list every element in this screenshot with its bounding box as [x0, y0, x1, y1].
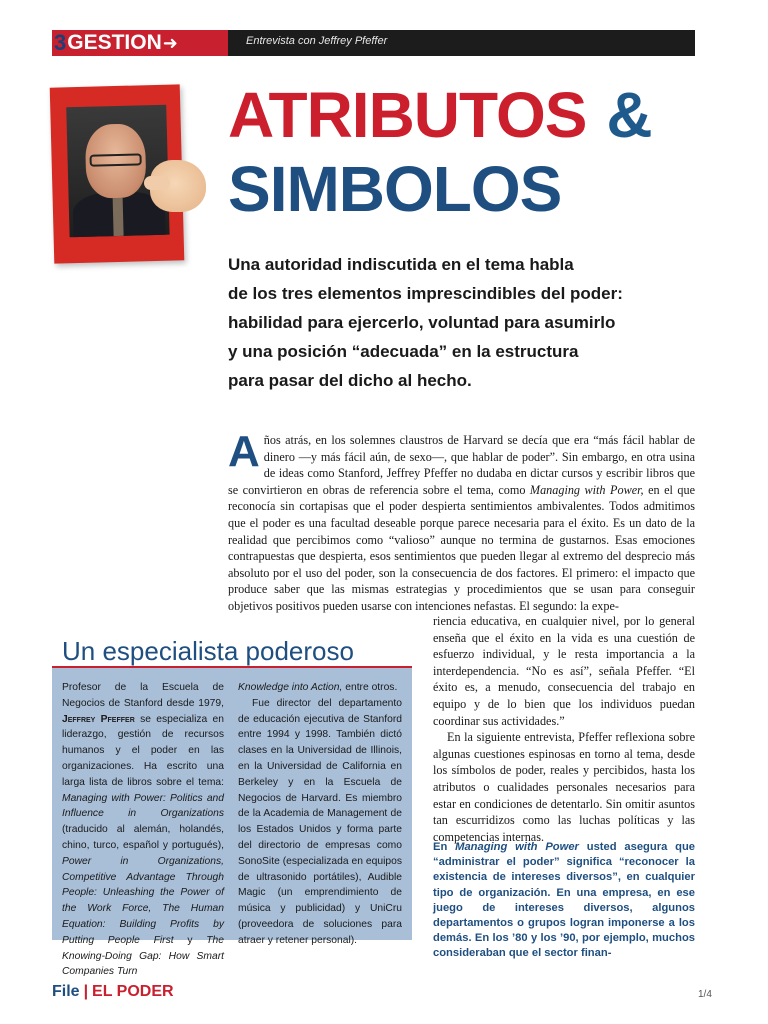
article-paragraph: ños atrás, en los solemnes claustros de Harvard se decía que era “más fácil hablar de dinero —y más fácil aún, de sexo—, que hablar de poder”. Sin embargo, en otra usina de ideas como Stanford, Jeffrey Pfeffer no dudaba en dictar cursos y escribir libros que se convirtieron en obras de referencia sobre el tema, como Managing with Power, en el que reconocía sin cortapisas que el poder despierta sentimientos ambivalentes. Todos admitimos que el poder es una facultad deseable porque parece necesaria para el éxito. Es un dato de la realidad que percibimos como “valioso” aunque no termina de gustarnos. Esas emociones contrapuestas que despierta, esos sentimientos que pueden llegar al extremo del desprecio más absoluto por el uso del poder, son la consecuencia de dos factores. El primero: el impacto que produce saber que las mismas estrategias y procedimientos que se usan para conseguir objetivos positivos pueden usarse con intenciones nefastas. El segundo: la expe- [228, 433, 695, 613]
drop-cap: A [228, 427, 260, 476]
lead-line: habilidad para ejercerlo, voluntad para asumirlo [228, 313, 616, 332]
portrait-glasses [89, 153, 141, 166]
title-word1: ATRIBUTOS [228, 79, 587, 151]
author-name: Jeffrey Pfeffer [62, 713, 135, 725]
interview-question: En Managing with Power usted asegura que “administrar el poder” significa “reconocer la existencia de intereses diversos”, en cualquier tipo de organización. En una empresa, en ese juego de intereses diversos, algunos departamentos o grupos logran imponerse a los demás. En los ’80 y los ’90, por ejemplo, muchos consideraban que el sector finan- [433, 841, 696, 960]
footer-file-label: File [52, 983, 80, 1000]
sidebar-column-2: Knowledge into Action, entre otros. Fue director del departamento de educación ejecutiva de Stanford entre 1994 y 1998. También dictó clases en la Universidad de Illinois, en la Universidad de California en Berkeley y en la Escuela de Negocios de Harvard. Es miembro de la Academia de Management de los Estados Unidos y forma parte del directorio de empresas como SonoSite (especializada en equipos de ultrasonido portátiles), Audible Magic (un emprendimiento de música y publicidad) y UniCru (proveedora de soluciones para atraer y retener personal). [238, 680, 402, 949]
lead-line: para pasar del dicho al hecho. [228, 371, 472, 390]
book-title: Managing with Power: Politics and Influence in Organizations [62, 792, 224, 820]
sidebar-column-1: Profesor de la Escuela de Negocios de Stanford desde 1979, Jeffrey Pfeffer se especializa en liderazgo, gestión de recursos humanos y el poder en las organizaciones. Ha escrito una larga lista de libros sobre el tema: Managing with Power: Politics and Influence in Organizations (traducido al alemán, holandés, chino, turco, español y portugués), Power in Organizations, Competitive Advantage Through People: Unleashing the Power of the Work Force, The Human Equation: Building Profits by Putting People First y The Knowing-Doing Gap: How Smart Companies Turn [62, 682, 225, 978]
book-title: The Knowing-Doing Gap: How Smart Companies Turn [62, 934, 225, 978]
article-paragraph: En la siguiente entrevista, Pfeffer reflexiona sobre algunas cuestiones espinosas en torno al tema, desde los símbolos de poder, reales y percibidos, hasta los atributos o cualidades personales necesarios para estar en condiciones de detentarlo. Sin omitir asuntos tan escurridizos como las luchas políticas y las competencias internas. [433, 730, 695, 844]
section-tag [52, 30, 228, 56]
article-body-continued [433, 613, 695, 845]
article-body-intro [228, 427, 695, 615]
article-title-line1 [228, 80, 652, 150]
section-number: 3 [54, 30, 66, 55]
sidebar-title: Un especialista poderoso [62, 636, 354, 666]
book-title: Managing with Power [455, 841, 579, 853]
book-title: Managing with Power, [529, 482, 644, 497]
header-subtitle: Entrevista con Jeffrey Pfeffer [246, 35, 388, 47]
footer-separator: | [83, 983, 89, 1000]
lead-line: y una posición “adecuada” en la estructura [228, 342, 579, 361]
lead-line: Una autoridad indiscutida en el tema habla [228, 255, 574, 274]
article-paragraph: riencia educativa, en cualquier nivel, por lo general enseña que el éxito en la vida es una cuestión de esfuerzo individual, y le resta importancia a la interdependencia. “No es así”, señala Pfeffer. “El éxito es, a menudo, consecuencia del trabajo en equipo y de lo bien que los individuos puedan coordinar sus actividades.” [433, 614, 695, 728]
sidebar-paragraph: Fue director del departamento de educación ejecutiva de Stanford entre 1994 y 1998. También dictó clases en la Universidad de Illinois, en la Universidad de California en Berkeley y en la Escuela de Negocios de Harvard. Es miembro de la Academia de Management de los Estados Unidos y forma parte del directorio de empresas como SonoSite (especializada en equipos de ultrasonido portátiles), Audible Magic (un emprendimiento de música y publicidad) y UniCru (proveedora de soluciones para atraer y retener personal). [238, 697, 402, 946]
footer-section [52, 983, 174, 1001]
lead-line: de los tres elementos imprescindibles del poder: [228, 284, 623, 303]
title-ampersand: & [606, 79, 652, 151]
book-title: Knowledge into Action, [238, 682, 343, 693]
footer-section-name: EL PODER [92, 983, 174, 1000]
article-lead [228, 250, 648, 395]
portrait-tie [113, 198, 124, 236]
title-word2: SIMBOLOS [228, 153, 562, 225]
page-number: 1/4 [698, 989, 712, 1000]
sidebar-box [52, 668, 412, 978]
section-name: GESTION [67, 31, 162, 54]
hand-finger-illustration [144, 176, 170, 190]
arrow-right-icon: ➜ [162, 32, 178, 54]
book-title: Power in Organizations, Competitive Advantage Through People: Unleashing the Power of the Work Force, The Human Equation: Building Profits by Putting People First [62, 855, 224, 946]
